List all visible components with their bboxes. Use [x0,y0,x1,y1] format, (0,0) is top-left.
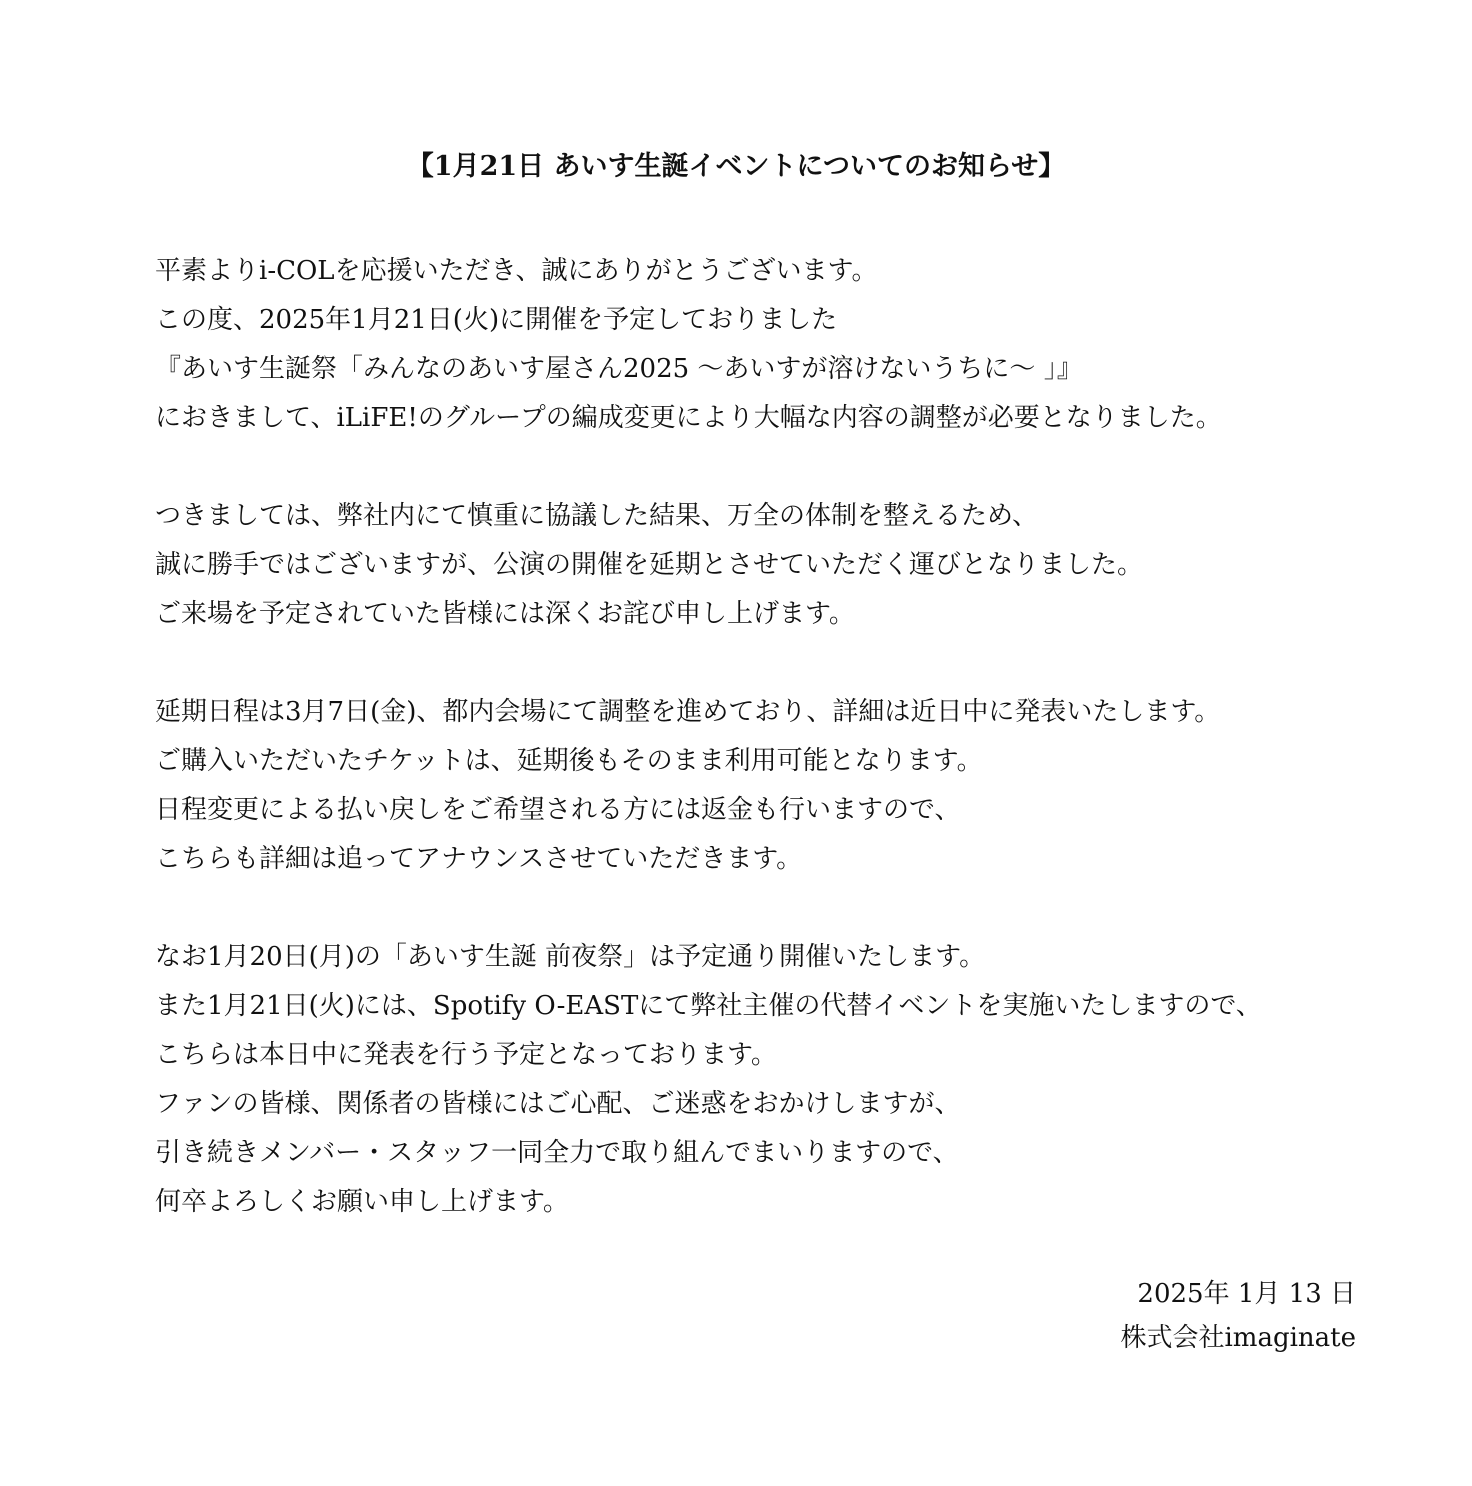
text-line: 延期日程は3月7日(金)、都内会場にて調整を進めており、詳細は近日中に発表いたします。 [155,697,1221,727]
signature-block [1120,1272,1356,1360]
paragraph-alternative-event [155,933,1355,1227]
notice-title: 【1月21日 あいす生誕イベントについてのお知らせ】 [406,151,1066,182]
text-line: ご来場を予定されていた皆様には深くお詫び申し上げます。 [155,599,855,629]
text-line: こちらは本日中に発表を行う予定となっております。 [155,1040,777,1070]
paragraph-new-schedule [155,688,1355,884]
text-line: 引き続きメンバー・スタッフ一同全力で取り組んでまいりますので、 [155,1138,959,1168]
text-line: 日程変更による払い戻しをご希望される方には返金も行いますので、 [155,795,961,825]
paragraph-greeting [155,247,1355,443]
text-line: 誠に勝手ではございますが、公演の開催を延期とさせていただく運びとなりました。 [155,550,1144,580]
text-line: ご購入いただいたチケットは、延期後もそのまま利用可能となります。 [155,746,983,776]
text-line: なお1月20日(月)の「あいす生誕 前夜祭」は予定通り開催いたします。 [155,942,986,972]
text-line: 『あいす生誕祭「みんなのあいす屋さん2025 〜あいすが溶けないうちに〜 」』 [155,354,1083,384]
text-line: 平素よりi-COLを応援いただき、誠にありがとうございます。 [155,256,878,286]
text-line: この度、2025年1月21日(火)に開催を予定しておりました [155,305,838,335]
text-line: つきましては、弊社内にて慎重に協議した結果、万全の体制を整えるため、 [155,501,1038,531]
paragraph-postponement [155,492,1355,639]
company-name: 株式会社imaginate [1120,1323,1356,1353]
text-line: 何卒よろしくお願い申し上げます。 [155,1187,569,1217]
notice-date: 2025年 1月 13 日 [1137,1279,1356,1309]
text-line: また1月21日(火)には、Spotify O-EASTにて弊社主催の代替イベントを実施いたしますので、 [155,991,1262,1021]
text-line: ファンの皆様、関係者の皆様にはご心配、ご迷惑をおかけしますが、 [155,1089,961,1119]
text-line: におきまして、iLiFE!のグループの編成変更により大幅な内容の調整が必要となりました。 [155,403,1222,433]
notice-body [155,247,1355,1276]
text-line: こちらも詳細は追ってアナウンスさせていただきます。 [155,844,803,874]
